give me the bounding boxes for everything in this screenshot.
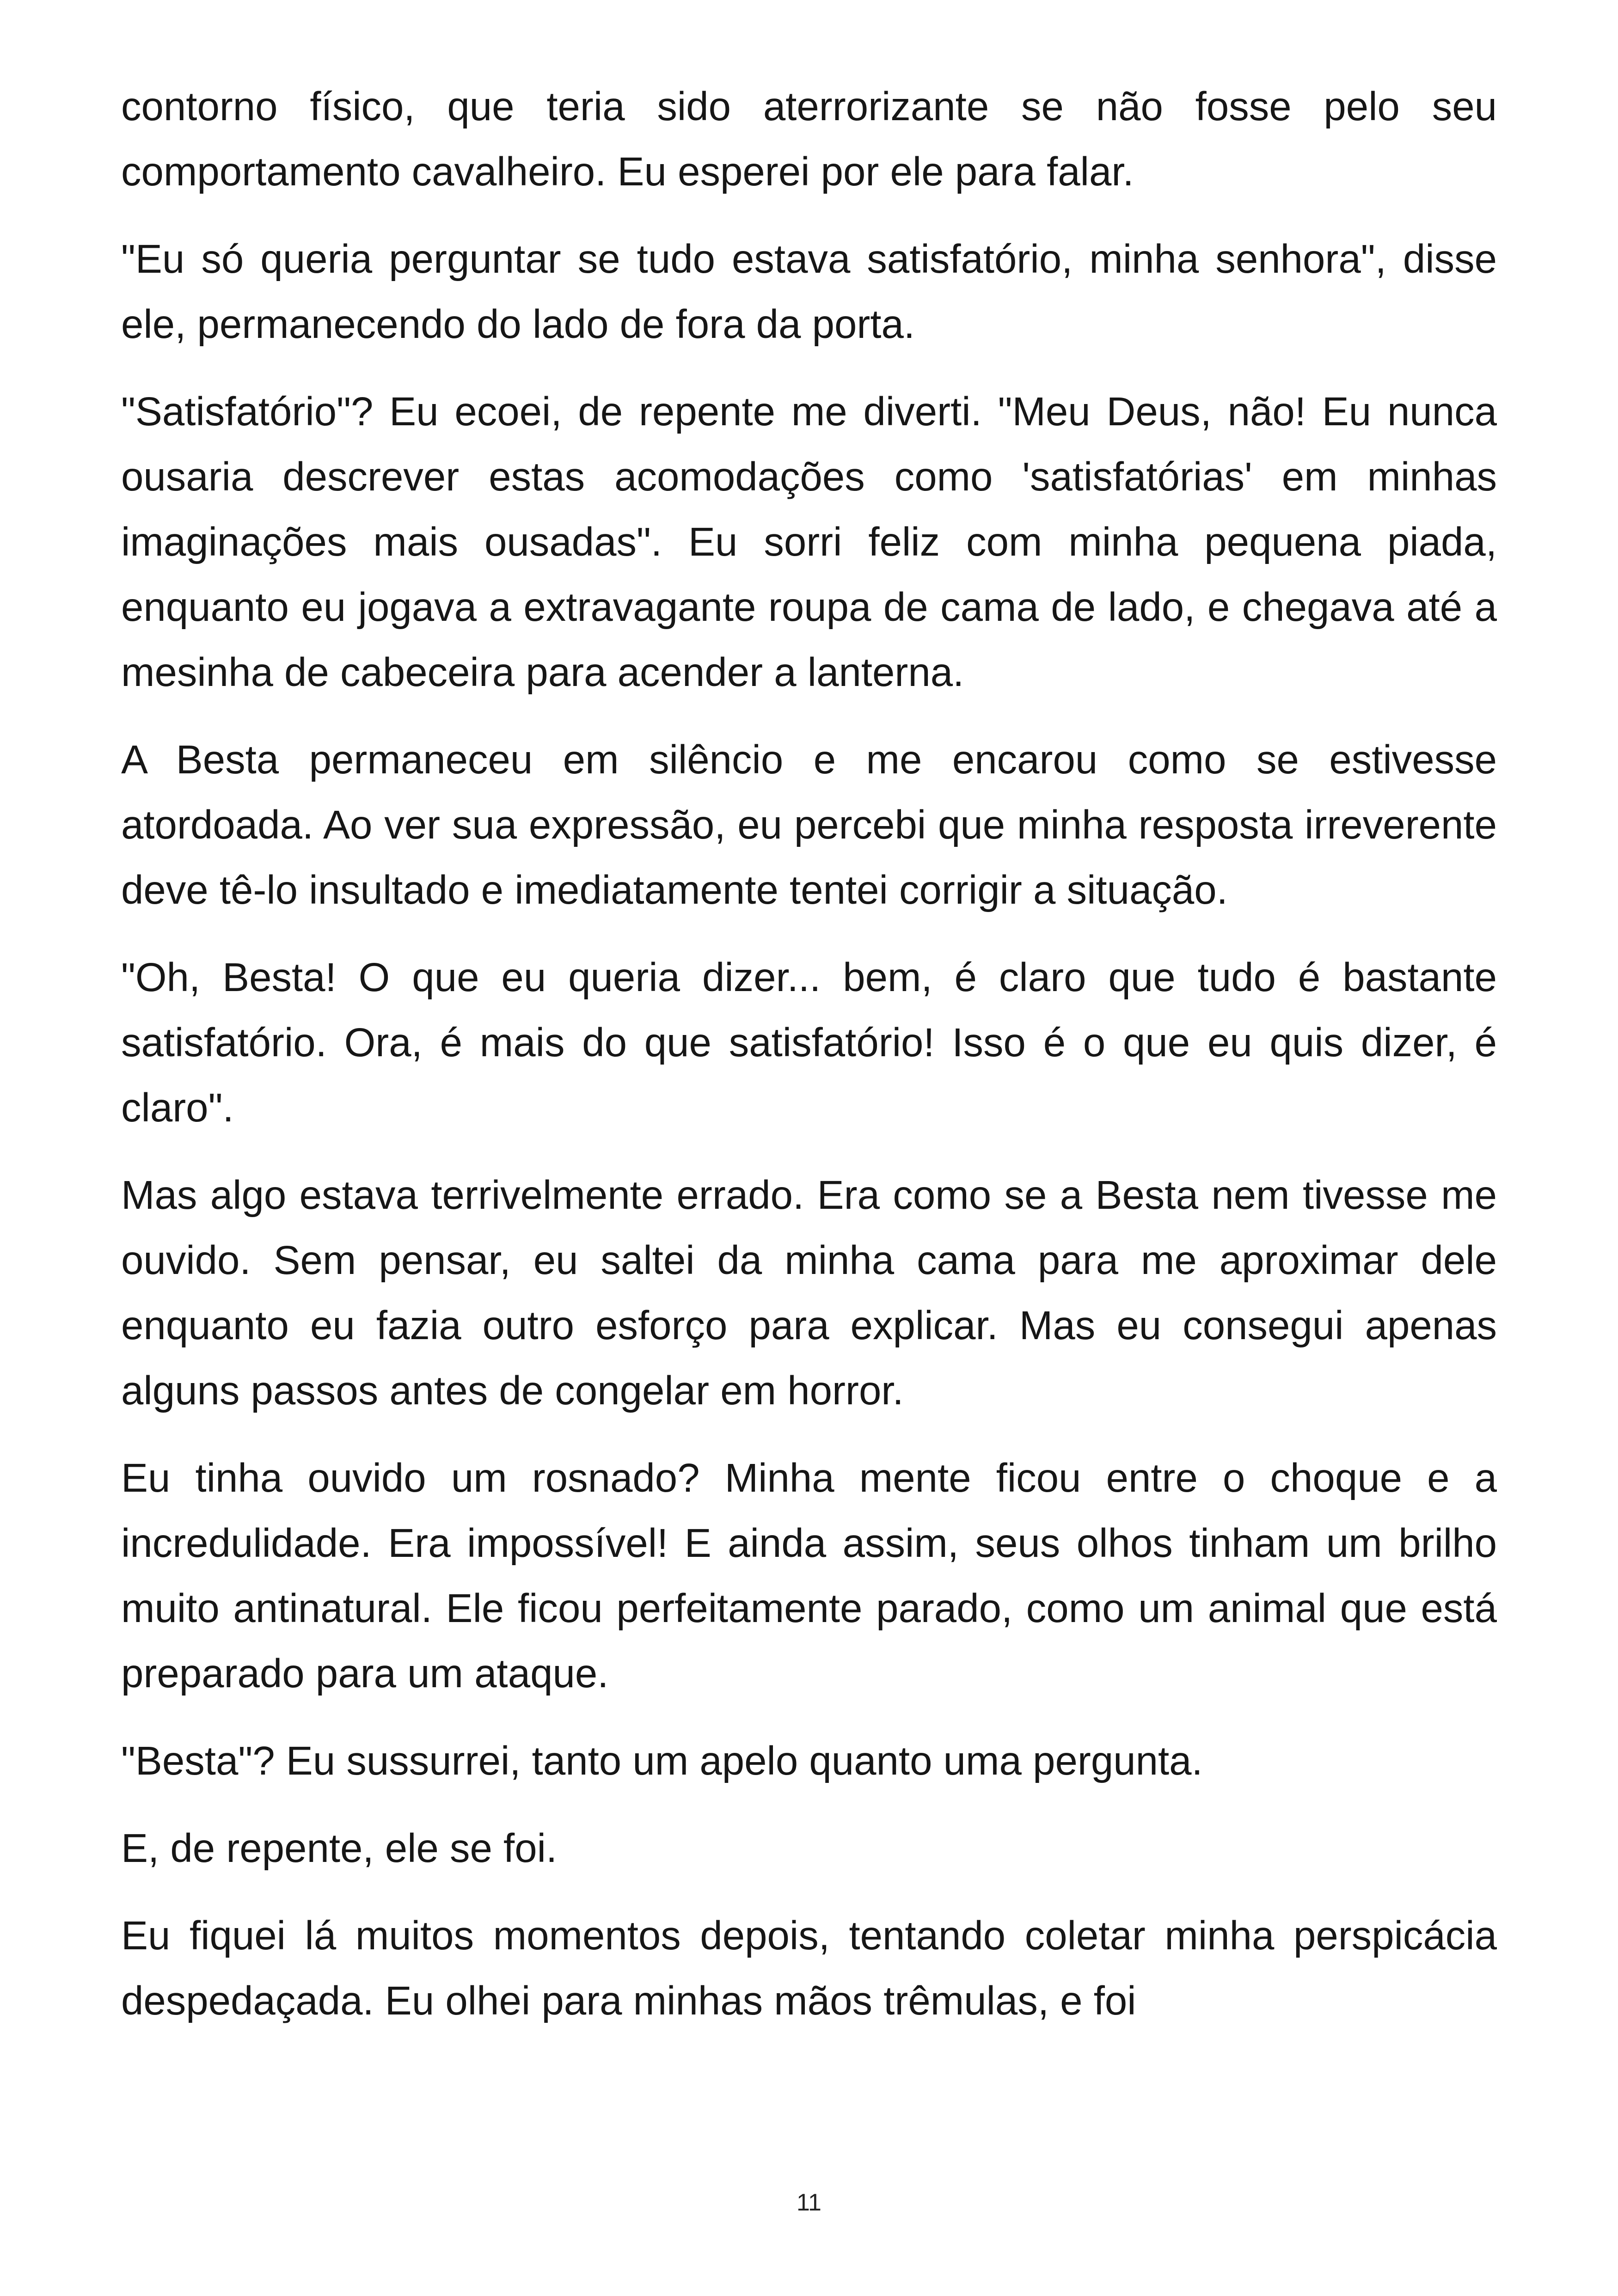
page-body xyxy=(121,74,1497,2056)
paragraph: "Eu só queria perguntar se tudo estava satisfatório, minha senhora", disse ele, permanecendo do lado de fora da porta. xyxy=(121,237,1497,347)
paragraph: Eu fiquei lá muitos momentos depois, tentando coletar minha perspicácia despedaçada. Eu olhei para minhas mãos trêmulas, e foi xyxy=(121,1913,1497,2023)
paragraph: "Oh, Besta! O que eu queria dizer... bem, é claro que tudo é bastante satisfatório. Ora, é mais do que satisfatório! Isso é o que eu quis dizer, é claro". xyxy=(121,955,1497,1130)
paragraph: contorno físico, que teria sido aterrorizante se não fosse pelo seu comportamento cavalheiro. Eu esperei por ele para falar. xyxy=(121,84,1497,194)
paragraph: "Satisfatório"? Eu ecoei, de repente me diverti. "Meu Deus, não! Eu nunca ousaria descrever estas acomodações como 'satisfatórias' em minhas imaginações mais ousadas". Eu sorri feliz com minha pequena piada, enquanto eu jogava a extravagante roupa de cama de lado, e chegava até a mesinha de cabeceira para acender a lanterna. xyxy=(121,389,1497,695)
paragraph: Mas algo estava terrivelmente errado. Era como se a Besta nem tivesse me ouvido. Sem pensar, eu saltei da minha cama para me aproximar dele enquanto eu fazia outro esforço para explicar. Mas eu consegui apenas alguns passos antes de congelar em horror. xyxy=(121,1173,1497,1413)
paragraph: E, de repente, ele se foi. xyxy=(121,1826,558,1871)
paragraph: A Besta permaneceu em silêncio e me encarou como se estivesse atordoada. Ao ver sua expressão, eu percebi que minha resposta irreverente deve tê-lo insultado e imediatamente tentei corrigir a situação. xyxy=(121,737,1497,912)
paragraph: Eu tinha ouvido um rosnado? Minha mente ficou entre o choque e a incredulidade. Era impossível! E ainda assim, seus olhos tinham um brilho muito antinatural. Ele ficou perfeitamente parado, como um animal que está preparado para um ataque. xyxy=(121,1456,1497,1696)
paragraph: "Besta"? Eu sussurrei, tanto um apelo quanto uma pergunta. xyxy=(121,1739,1203,1783)
page-number: 11 xyxy=(797,2189,821,2216)
